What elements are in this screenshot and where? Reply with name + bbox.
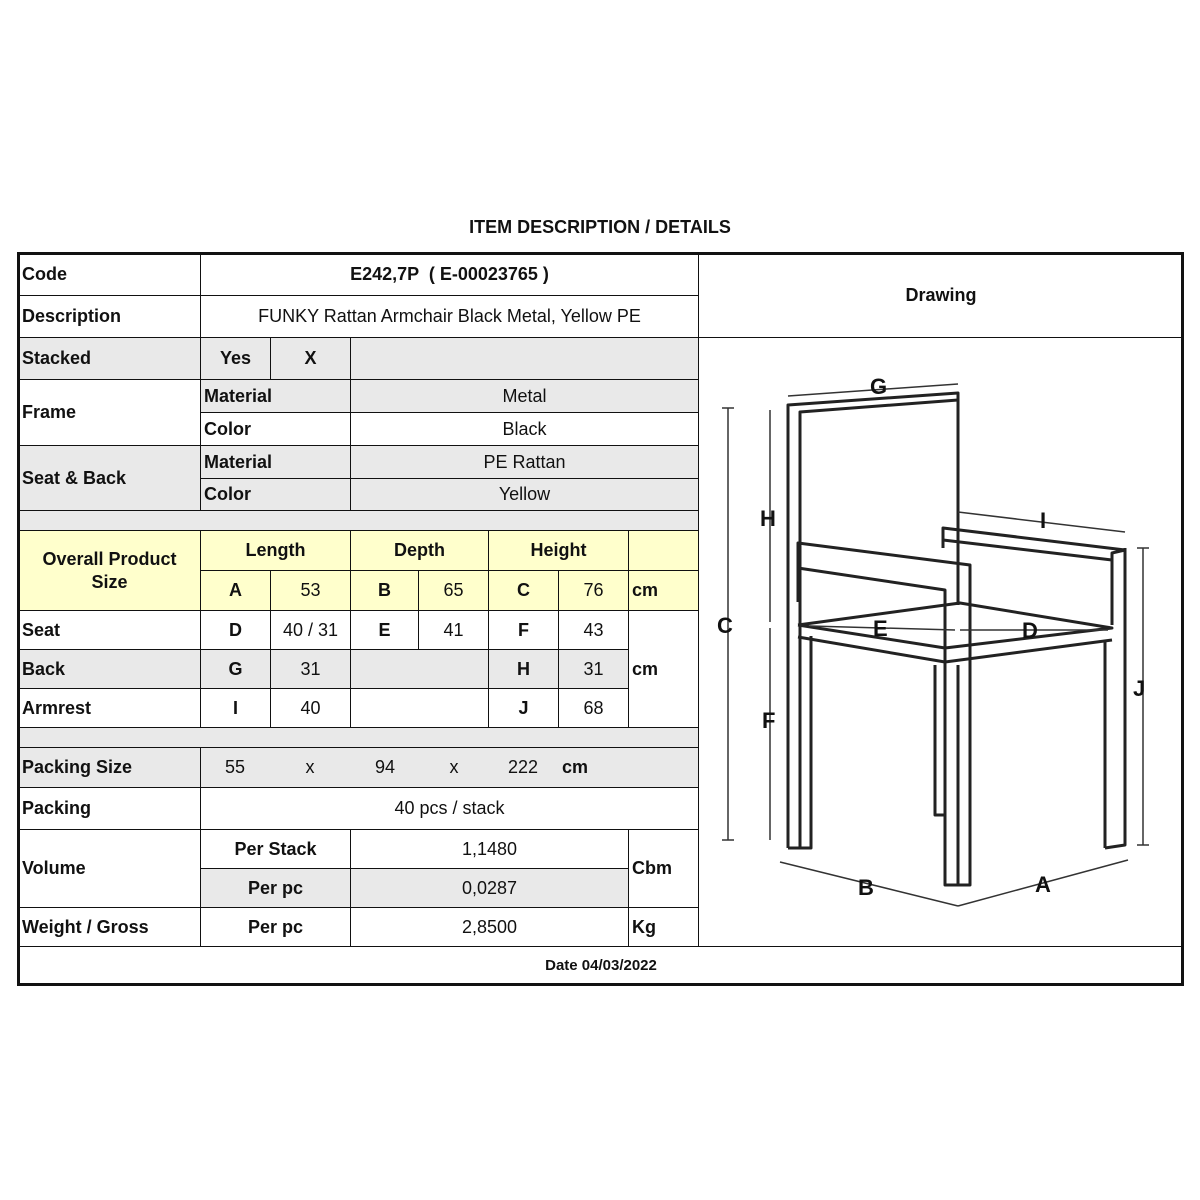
size-a-key: A (200, 570, 271, 611)
seat-e-key: E (350, 610, 419, 650)
description-value: FUNKY Rattan Armchair Black Metal, Yellow PE (200, 295, 699, 338)
size-a-value: 53 (270, 570, 351, 611)
dim-f-letter: F (762, 708, 776, 733)
back-h-value: 31 (558, 649, 629, 689)
chair-rear-right-leg (1105, 548, 1125, 848)
dim-b-letter: B (858, 875, 874, 900)
seat-f-key: F (488, 610, 559, 650)
size-c-key: C (488, 570, 559, 611)
armrest-j-key: J (488, 688, 559, 728)
weight-label: Weight / Gross (18, 907, 201, 947)
volume-per-stack-value: 1,1480 (350, 829, 629, 869)
packing-size-x1: x (305, 757, 315, 777)
volume-per-pc-value: 0,0287 (350, 868, 629, 908)
frame-label: Frame (18, 379, 201, 446)
dims-unit: cm (628, 610, 699, 728)
frame-material-label: Material (200, 379, 351, 413)
seat-back-material-value: PE Rattan (350, 445, 699, 479)
packing-label: Packing (18, 787, 201, 830)
armrest-i-key: I (200, 688, 271, 728)
armrest-i-value: 40 (270, 688, 351, 728)
seat-back-material-label: Material (200, 445, 351, 479)
packing-size-width: 55 (224, 757, 246, 777)
size-unit: cm (628, 570, 699, 611)
packing-size-x2: x (449, 757, 459, 777)
packing-value: 40 pcs / stack (200, 787, 699, 830)
volume-per-pc-label: Per pc (200, 868, 351, 908)
dim-j-letter: J (1133, 676, 1146, 701)
seat-d-value: 40 / 31 (270, 610, 351, 650)
overall-size-label: Overall Product Size (18, 530, 201, 611)
packing-size-height: 222 (507, 757, 539, 777)
height-header: Height (488, 530, 629, 571)
chair-right-arm-edge (943, 540, 1112, 560)
code-label: Code (18, 253, 201, 296)
frame-material-value: Metal (350, 379, 699, 413)
seat-d-key: D (200, 610, 271, 650)
armrest-j-value: 68 (558, 688, 629, 728)
dim-g-letter: G (870, 374, 888, 399)
packing-size-label: Packing Size (18, 747, 201, 788)
size-b-key: B (350, 570, 419, 611)
page-title: ITEM DESCRIPTION / DETAILS (469, 217, 731, 237)
dim-a-letter: A (1035, 872, 1051, 897)
weight-unit: Kg (628, 907, 699, 947)
drawing-header: Drawing (698, 253, 1184, 338)
seat-back-color-value: Yellow (350, 478, 699, 511)
stacked-mark: X (270, 337, 351, 380)
seat-label: Seat (18, 610, 201, 650)
back-g-value: 31 (270, 649, 351, 689)
date-footer: Date 04/03/2022 (18, 946, 1184, 986)
dim-c-letter: C (717, 613, 733, 638)
seat-e-value: 41 (418, 610, 489, 650)
frame-color-value: Black (350, 412, 699, 446)
armrest-label: Armrest (18, 688, 201, 728)
seat-back-color-label: Color (200, 478, 351, 511)
back-h-key: H (488, 649, 559, 689)
size-c-value: 76 (558, 570, 629, 611)
stacked-yes: Yes (200, 337, 271, 380)
dim-e-letter: E (873, 616, 888, 641)
weight-value: 2,8500 (350, 907, 629, 947)
weight-per-pc-label: Per pc (200, 907, 351, 947)
chair-seat-rail (798, 637, 1112, 662)
back-g-key: G (200, 649, 271, 689)
chair-left-arm (798, 543, 970, 885)
dim-i-letter: I (1040, 508, 1047, 533)
back-label: Back (18, 649, 201, 689)
description-label: Description (18, 295, 201, 338)
length-header: Length (200, 530, 351, 571)
size-b-value: 65 (418, 570, 489, 611)
volume-per-stack-label: Per Stack (200, 829, 351, 869)
seat-f-value: 43 (558, 610, 629, 650)
seat-back-label: Seat & Back (18, 445, 201, 511)
dim-d-letter: D (1022, 618, 1038, 643)
code-value: E242,7P ( E-00023765 ) (200, 253, 699, 296)
volume-label: Volume (18, 829, 201, 908)
packing-size-unit: cm (561, 757, 589, 777)
depth-header: Depth (350, 530, 489, 571)
stacked-label: Stacked (18, 337, 201, 380)
packing-size-depth: 94 (374, 757, 396, 777)
volume-unit: Cbm (628, 829, 699, 908)
dim-h-letter: H (760, 506, 776, 531)
frame-color-label: Color (200, 412, 351, 446)
chair-seat-frame (798, 603, 1112, 648)
